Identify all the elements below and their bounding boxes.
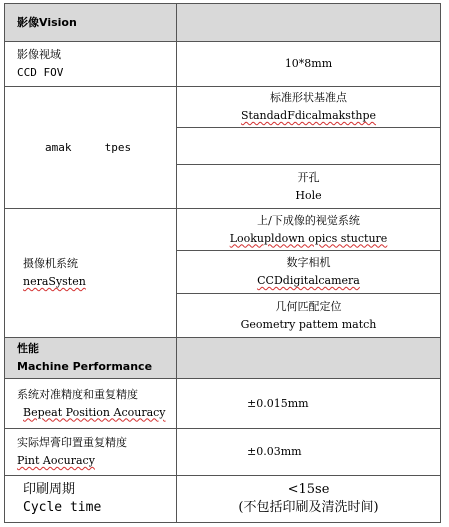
cycle-time-value xyxy=(177,476,440,522)
performance-header xyxy=(5,338,176,378)
pattern-match-cn: 几何匹配定位 xyxy=(275,299,342,313)
cycle-time-cn: 印刷周期 xyxy=(23,482,76,497)
print-accuracy-label xyxy=(5,429,176,475)
digital-camera xyxy=(177,251,440,293)
position-accuracy-label xyxy=(5,379,176,428)
fov-label xyxy=(5,42,176,86)
optics-en: Lookupldown opics stucture xyxy=(229,231,388,245)
camera-system-en: neraSysten xyxy=(23,275,86,288)
cycle-time-note: (不包括印刷及清洗时间) xyxy=(238,500,379,515)
camera-system-cn: 摄像机系统 xyxy=(23,257,78,270)
optics xyxy=(177,209,440,250)
position-accuracy-cn: 系统对准精度和重复精度 xyxy=(17,387,138,401)
print-accuracy-text: ±0.03mm xyxy=(247,445,302,458)
position-accuracy-en: Bepeat Position Acouracy xyxy=(23,405,166,419)
fov-value-text: 10*8mm xyxy=(284,57,333,70)
camera-system-label xyxy=(5,209,176,337)
fov-label-en: CCD FOV xyxy=(17,66,64,79)
mark-types-text: amak tpes xyxy=(45,140,132,154)
performance-header-blank xyxy=(177,338,440,378)
fov-value xyxy=(177,42,440,86)
vision-header xyxy=(5,4,176,41)
cycle-time-text: <15se xyxy=(287,482,330,497)
print-accuracy-cn: 实际焊膏印置重复精度 xyxy=(17,436,127,449)
pattern-match-en: Geometry pattem match xyxy=(240,317,377,331)
print-accuracy-en: Pint Aocuracy xyxy=(17,454,95,467)
mark-hole-en: Hole xyxy=(295,188,322,202)
vision-header-title: 影像Vision xyxy=(17,15,77,29)
digital-camera-cn: 数字相机 xyxy=(286,256,331,269)
cycle-time-label xyxy=(5,476,176,522)
position-accuracy-text: ±0.015mm xyxy=(247,396,309,410)
pattern-match xyxy=(177,294,440,337)
vision-header-blank xyxy=(177,4,440,41)
print-accuracy-value xyxy=(177,429,440,475)
digital-camera-en: CCDdigitalcamera xyxy=(257,274,360,287)
mark-blank xyxy=(177,128,440,164)
mark-standard xyxy=(177,87,440,127)
optics-cn: 上/下成像的视觉系统 xyxy=(257,213,360,227)
mark-standard-en: StandadFdicalmaksthpe xyxy=(240,109,377,122)
mark-standard-cn: 标准形状基准点 xyxy=(270,91,347,104)
mark-hole xyxy=(177,165,440,208)
fov-label-cn: 影像视域 xyxy=(17,48,61,61)
mark-types-label xyxy=(5,87,176,208)
performance-header-cn: 性能 xyxy=(17,342,39,355)
performance-header-en: Machine Performance xyxy=(17,360,153,373)
cycle-time-en: Cycle time xyxy=(23,500,102,515)
spec-table xyxy=(4,3,441,523)
position-accuracy-value xyxy=(177,379,440,428)
mark-hole-cn: 开孔 xyxy=(297,170,320,184)
